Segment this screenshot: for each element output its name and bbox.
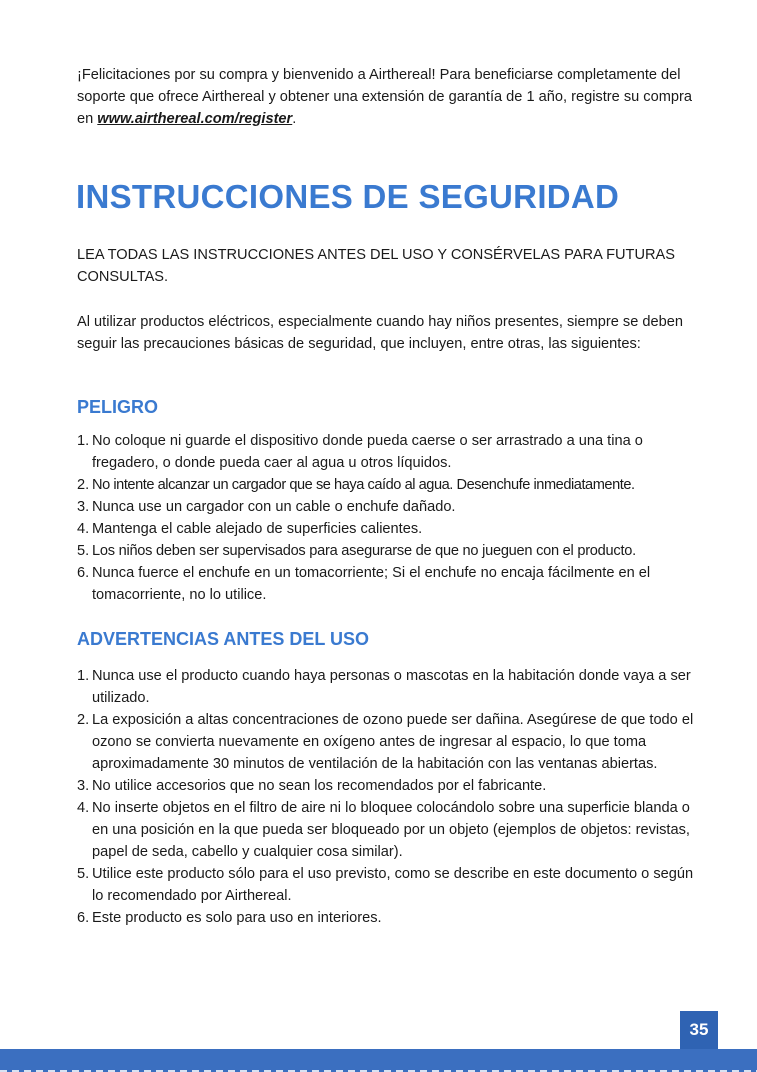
danger-list [77,430,697,606]
list-item [77,430,697,474]
item-text: No inserte objetos en el filtro de aire ni lo bloquee colocándolo sobre una superficie blanda o en una posición en la que pueda ser bloqueado por un objeto (ejemplos de objetos: revistas, papel de seda, cabello y cualquier cosa similar). [92,800,690,860]
intro-paragraph [77,64,697,130]
item-text: No intente alcanzar un cargador que se haya caído al agua. Desenchufe inmediatamente. [92,477,635,493]
item-text: Los niños deben ser supervisados para asegurarse de que no jueguen con el producto. [92,543,636,559]
footer-bar [0,1049,757,1072]
item-number: 4. [77,800,90,816]
precautions-paragraph: Al utilizar productos eléctricos, especialmente cuando hay niños presentes, siempre se deben seguir las precauciones básicas de seguridad, que incluyen, entre otras, las siguientes: [77,314,683,352]
item-text: Nunca use el producto cuando haya personas o mascotas en la habitación donde vaya a ser utilizado. [92,668,691,706]
item-number: 3. [77,778,90,794]
page-number-badge: 35 [680,1011,718,1049]
list-item [77,775,697,797]
item-text: La exposición a altas concentraciones de ozono puede ser dañina. Asegúrese de que todo el ozono se convierta nuevamente en oxígeno antes de ingresar al espacio, lo que toma aproximadamente 30 minutos de ventilación de la habitación con las ventanas abiertas. [92,712,694,772]
warnings-list [77,665,697,929]
list-item [77,863,697,907]
item-number: 2. [77,477,90,493]
list-item [77,797,697,863]
read-all-notice: LEA TODAS LAS INSTRUCCIONES ANTES DEL USO Y CONSÉRVELAS PARA FUTURAS CONSULTAS. [77,247,675,285]
intro-text-end: . [292,111,297,127]
item-number: 2. [77,712,90,728]
register-link[interactable]: www.airthereal.com/register [97,111,293,127]
list-item [77,540,697,562]
list-item [77,474,697,496]
list-item [77,709,697,775]
list-item [77,518,697,540]
item-number: 1. [77,668,90,684]
item-text: Utilice este producto sólo para el uso previsto, como se describe en este documento o según lo recomendado por Airthereal. [92,866,694,904]
list-item [77,665,697,709]
item-number: 6. [77,910,90,926]
danger-heading: PELIGRO [77,397,159,417]
list-item [77,562,697,606]
page-title: INSTRUCCIONES DE SEGURIDAD [76,178,620,215]
list-item [77,496,697,518]
item-text: Nunca use un cargador con un cable o enchufe dañado. [92,499,456,515]
item-number: 5. [77,866,90,882]
item-number: 1. [77,433,90,449]
item-number: 4. [77,521,90,537]
item-text: No coloque ni guarde el dispositivo donde pueda caerse o ser arrastrado a una tina o fregadero, o donde pueda caer al agua u otros líquidos. [92,433,643,471]
warnings-heading: ADVERTENCIAS ANTES DEL USO [77,629,370,649]
item-text: No utilice accesorios que no sean los recomendados por el fabricante. [92,778,547,794]
item-number: 6. [77,565,90,581]
item-text: Este producto es solo para uso en interiores. [92,910,382,926]
intro-text: ¡Felicitaciones por su compra y bienvenido a Airthereal! Para beneficiarse completamente del soporte que ofrece Airthereal y obtener una extensión de garantía de 1 año, registre su compra en [77,67,692,127]
list-item [77,907,697,929]
item-text: Mantenga el cable alejado de superficies calientes. [92,521,423,537]
item-text: Nunca fuerce el enchufe en un tomacorriente; Si el enchufe no encaja fácilmente en el tomacorriente, no lo utilice. [92,565,651,603]
item-number: 5. [77,543,90,559]
item-number: 3. [77,499,90,515]
